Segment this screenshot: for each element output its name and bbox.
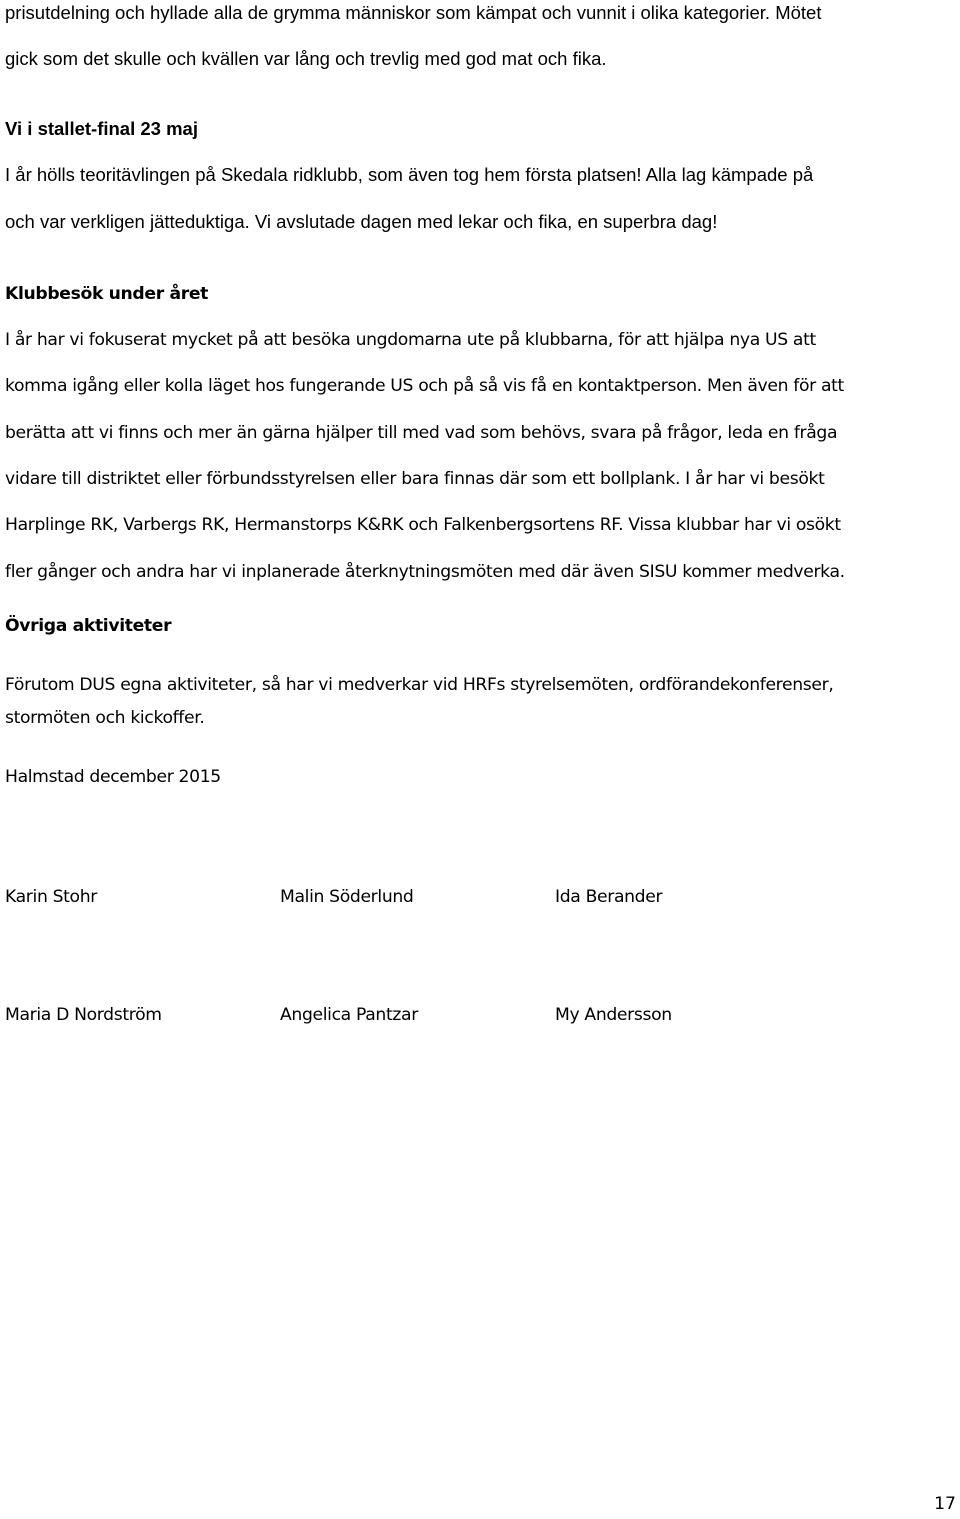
- paragraph-line: och var verkligen jätteduktiga. Vi avslutade dagen med lekar och fika, en superbra dag!: [5, 211, 718, 232]
- signature-name: Angelica Pantzar: [280, 1005, 418, 1025]
- signature-name: Karin Stohr: [5, 887, 97, 907]
- paragraph-line: Förutom DUS egna aktiviteter, så har vi medverkar vid HRFs styrelsemöten, ordförandekonferenser,: [5, 675, 834, 695]
- paragraph-line: prisutdelning och hyllade alla de grymma människor som kämpat och vunnit i olika kategorier. Mötet: [5, 2, 822, 23]
- signature-name: Ida Berander: [555, 887, 663, 907]
- section-heading-vi-i-stallet: Vi i stallet-final 23 maj: [5, 118, 198, 139]
- signature-name: Maria D Nordström: [5, 1005, 162, 1025]
- section-heading-ovriga-aktiviteter: Övriga aktiviteter: [5, 616, 172, 636]
- signature-name: Malin Söderlund: [280, 887, 414, 907]
- paragraph-line: stormöten och kickoffer.: [5, 708, 205, 728]
- paragraph-line: berätta att vi finns och mer än gärna hjälper till med vad som behövs, svara på frågor, leda en fråga: [5, 423, 838, 443]
- paragraph-line: Harplinge RK, Varbergs RK, Hermanstorps K&RK och Falkenbergsortens RF. Vissa klubbar har vi osökt: [5, 515, 841, 535]
- section-heading-klubbesok: Klubbesök under året: [5, 284, 209, 304]
- place-date: Halmstad december 2015: [5, 767, 221, 787]
- page-number: 17: [934, 1494, 956, 1514]
- paragraph-line: komma igång eller kolla läget hos fungerande US och på så vis få en kontaktperson. Men även för att: [5, 376, 844, 396]
- paragraph-line: gick som det skulle och kvällen var lång och trevlig med god mat och fika.: [5, 48, 607, 69]
- paragraph-line: I år hölls teoritävlingen på Skedala ridklubb, som även tog hem första platsen! Alla lag kämpade på: [5, 164, 814, 185]
- paragraph-line: I år har vi fokuserat mycket på att besöka ungdomarna ute på klubbarna, för att hjälpa nya US att: [5, 330, 816, 350]
- paragraph-line: fler gånger och andra har vi inplanerade återknytningsmöten med där även SISU kommer medverka.: [5, 562, 845, 582]
- signature-name: My Andersson: [555, 1005, 672, 1025]
- paragraph-line: vidare till distriktet eller förbundsstyrelsen eller bara finnas där som ett bollplank. I år har vi besökt: [5, 469, 825, 489]
